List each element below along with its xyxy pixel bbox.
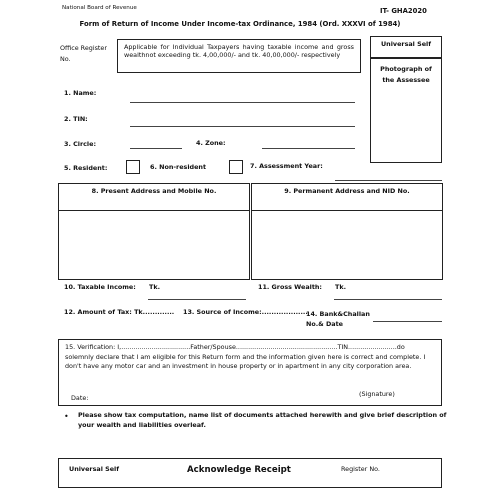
- receipt-universal-self: Universal Self: [69, 465, 120, 473]
- office-register-label-line1: Office Register: [60, 44, 107, 52]
- tin-label: 2. TIN:: [64, 115, 88, 123]
- gross-wealth-input-line[interactable]: [334, 299, 442, 300]
- board-name: National Board of Revenue: [62, 5, 137, 11]
- note-text: [78, 412, 448, 429]
- assessment-year-label: 7. Assessment Year:: [250, 162, 323, 170]
- form-code: IT- GHA2020: [380, 7, 427, 15]
- present-address-box[interactable]: [58, 183, 250, 280]
- name-label: 1. Name:: [64, 89, 97, 97]
- bank-challan-input-line[interactable]: [373, 321, 442, 322]
- bank-challan-label: [306, 311, 370, 328]
- form-title: Form of Return of Income Under Income-tax Ordinance, 1984 (Ord. XXXVI of 1984): [79, 20, 401, 28]
- universal-self-box: [370, 36, 442, 58]
- taxable-income-input-line[interactable]: [148, 299, 246, 300]
- date-label: Date:: [71, 394, 89, 402]
- universal-self-label: Universal Self: [380, 40, 432, 48]
- resident-checkbox[interactable]: [126, 160, 140, 174]
- office-register-label: [60, 45, 107, 63]
- circle-label: 3. Circle:: [64, 140, 96, 148]
- applicability-box: [117, 39, 361, 73]
- verification-box: [58, 339, 442, 406]
- non-resident-label: 6. Non-resident: [150, 163, 207, 171]
- bank-challan-label-line2: No.& Date: [306, 319, 343, 328]
- permanent-address-box[interactable]: [251, 183, 443, 280]
- note-line2: your wealth and liabilities overleaf.: [78, 420, 206, 429]
- zone-label: 4. Zone:: [196, 139, 226, 147]
- receipt-register-no: Register No.: [341, 465, 380, 473]
- applicability-text: Applicable for Individual Taxpayers having taxable income and gross wealthnot exceeding tk. 4,00,000/- and tk. 40,00,000/- respectively: [124, 43, 354, 59]
- resident-label: 5. Resident:: [64, 164, 108, 172]
- source-of-income-label: 13. Source of Income:...................: [183, 308, 308, 316]
- gross-wealth-label: 11. Gross Wealth:: [258, 283, 322, 291]
- photo-label-line1: Photograph of: [380, 65, 432, 73]
- verification-line3: don't have any motor car and an investment in house property or in apartment in any city corporation area.: [65, 362, 412, 371]
- photo-label-line2: the Assessee: [382, 75, 430, 84]
- verification-line1: 15. Verification: I,..................................Father/Spouse..................................................TIN........................do: [65, 343, 405, 351]
- bank-challan-label-line1: 14. Bank&Challan: [306, 310, 370, 318]
- taxable-income-label: 10. Taxable Income:: [64, 283, 136, 291]
- circle-input-line[interactable]: [130, 148, 182, 149]
- assessment-year-input-line[interactable]: [335, 180, 442, 181]
- tin-input-line[interactable]: [130, 126, 355, 127]
- gross-wealth-tk: Tk.: [335, 283, 347, 291]
- present-address-label: 8. Present Address and Mobile No.: [91, 187, 217, 195]
- office-register-label-line2: No.: [60, 54, 71, 63]
- photo-box: [370, 58, 442, 163]
- permanent-address-label: 9. Permanent Address and NID No.: [284, 187, 410, 195]
- note-line1: Please show tax computation, name list of documents attached herewith and give brief description of: [78, 411, 447, 419]
- taxable-income-tk: Tk.: [149, 283, 161, 291]
- present-address-divider: [59, 210, 249, 211]
- receipt-title: Acknowledge Receipt: [187, 465, 291, 475]
- name-input-line[interactable]: [130, 102, 355, 103]
- verification-line2: solemnly declare that I am eligible for this Return form and the information given here is correct and complete. I: [65, 352, 426, 361]
- zone-input-line[interactable]: [262, 148, 355, 149]
- acknowledge-receipt-box: [58, 458, 442, 488]
- amount-of-tax-label: 12. Amount of Tax: Tk.............: [64, 308, 175, 316]
- bullet-icon: •: [64, 412, 69, 421]
- non-resident-checkbox[interactable]: [229, 160, 243, 174]
- signature-label: (Signature): [359, 390, 395, 398]
- permanent-address-divider: [252, 210, 442, 211]
